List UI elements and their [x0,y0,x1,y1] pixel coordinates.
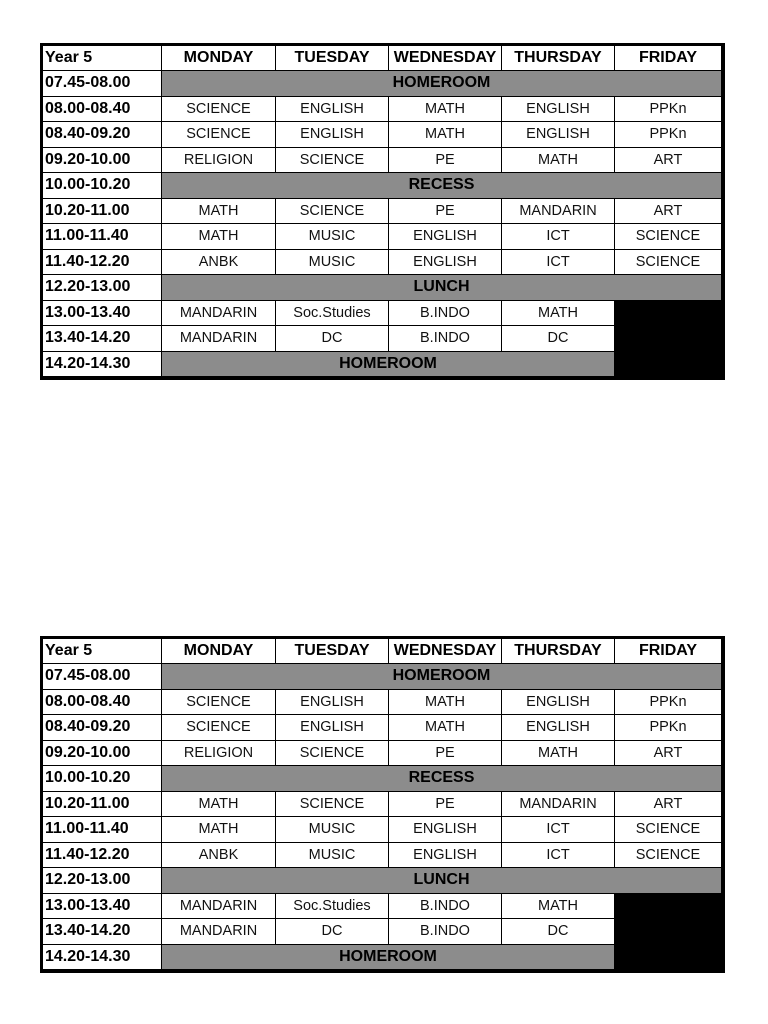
subject-cell: SCIENCE [162,715,275,740]
day-header-wednesday: WEDNESDAY [389,46,501,70]
time-slot: 09.20-10.00 [43,741,161,766]
subject-cell: MANDARIN [502,199,614,224]
subject-cell: PPKn [615,97,721,122]
subject-cell: MATH [389,122,501,147]
subject-cell: ENGLISH [276,715,388,740]
time-slot: 13.00-13.40 [43,894,161,919]
break-band: RECESS [162,766,721,791]
subject-cell: MANDARIN [162,326,275,351]
timetable-top [40,43,725,380]
subject-cell: MATH [389,715,501,740]
subject-cell: MATH [389,97,501,122]
time-slot: 07.45-08.00 [43,71,161,96]
subject-cell: SCIENCE [162,97,275,122]
time-slot: 10.20-11.00 [43,199,161,224]
subject-cell: SCIENCE [615,817,721,842]
friday-blank [615,301,722,327]
subject-cell: PE [389,792,501,817]
time-slot: 11.00-11.40 [43,817,161,842]
time-slot: 08.40-09.20 [43,122,161,147]
corner-label: Year 5 [43,639,161,663]
subject-cell: SCIENCE [276,199,388,224]
subject-cell: B.INDO [389,301,501,326]
friday-blank [615,326,722,352]
day-header-wednesday: WEDNESDAY [389,639,501,663]
subject-cell: MUSIC [276,224,388,249]
break-band: HOMEROOM [162,945,614,970]
subject-cell: RELIGION [162,148,275,173]
subject-cell: ENGLISH [389,224,501,249]
subject-cell: MATH [389,690,501,715]
subject-cell: DC [276,919,388,944]
subject-cell: DC [502,919,614,944]
subject-cell: B.INDO [389,919,501,944]
time-slot: 07.45-08.00 [43,664,161,689]
subject-cell: B.INDO [389,326,501,351]
subject-cell: MATH [502,301,614,326]
friday-blank [615,894,722,920]
subject-cell: SCIENCE [276,792,388,817]
day-header-tuesday: TUESDAY [276,639,388,663]
subject-cell: ART [615,741,721,766]
friday-blank [615,919,722,945]
subject-cell: MATH [502,741,614,766]
break-band: LUNCH [162,275,721,300]
subject-cell: SCIENCE [276,148,388,173]
time-slot: 14.20-14.30 [43,352,161,377]
time-slot: 13.00-13.40 [43,301,161,326]
time-slot: 13.40-14.20 [43,919,161,944]
time-slot: 11.40-12.20 [43,843,161,868]
day-header-friday: FRIDAY [615,639,721,663]
subject-cell: MUSIC [276,250,388,275]
subject-cell: ENGLISH [389,817,501,842]
subject-cell: Soc.Studies [276,894,388,919]
corner-label: Year 5 [43,46,161,70]
day-header-monday: MONDAY [162,639,275,663]
subject-cell: ENGLISH [502,122,614,147]
subject-cell: Soc.Studies [276,301,388,326]
subject-cell: ART [615,792,721,817]
subject-cell: MATH [162,224,275,249]
subject-cell: SCIENCE [162,690,275,715]
subject-cell: MUSIC [276,843,388,868]
subject-cell: MATH [162,817,275,842]
subject-cell: ENGLISH [276,97,388,122]
subject-cell: MATH [162,199,275,224]
subject-cell: MANDARIN [502,792,614,817]
day-header-tuesday: TUESDAY [276,46,388,70]
subject-cell: MATH [502,148,614,173]
subject-cell: ART [615,199,721,224]
day-header-thursday: THURSDAY [502,639,614,663]
subject-cell: ANBK [162,250,275,275]
break-band: LUNCH [162,868,721,893]
break-band: HOMEROOM [162,664,721,689]
subject-cell: MANDARIN [162,919,275,944]
time-slot: 09.20-10.00 [43,148,161,173]
time-slot: 08.00-08.40 [43,97,161,122]
timetable-bottom [40,636,725,973]
subject-cell: ENGLISH [389,250,501,275]
subject-cell: ART [615,148,721,173]
time-slot: 11.40-12.20 [43,250,161,275]
subject-cell: PE [389,741,501,766]
subject-cell: MANDARIN [162,301,275,326]
subject-cell: SCIENCE [615,224,721,249]
subject-cell: MANDARIN [162,894,275,919]
time-slot: 10.20-11.00 [43,792,161,817]
break-band: HOMEROOM [162,352,614,377]
subject-cell: ENGLISH [502,715,614,740]
subject-cell: PPKn [615,690,721,715]
subject-cell: ENGLISH [276,690,388,715]
subject-cell: SCIENCE [615,250,721,275]
subject-cell: SCIENCE [162,122,275,147]
subject-cell: ENGLISH [276,122,388,147]
day-header-friday: FRIDAY [615,46,721,70]
subject-cell: ICT [502,817,614,842]
time-slot: 08.40-09.20 [43,715,161,740]
subject-cell: PE [389,148,501,173]
subject-cell: DC [502,326,614,351]
subject-cell: PPKn [615,715,721,740]
subject-cell: ANBK [162,843,275,868]
time-slot: 10.00-10.20 [43,173,161,198]
subject-cell: SCIENCE [276,741,388,766]
subject-cell: ICT [502,250,614,275]
subject-cell: MATH [162,792,275,817]
time-slot: 14.20-14.30 [43,945,161,970]
subject-cell: ICT [502,843,614,868]
subject-cell: B.INDO [389,894,501,919]
friday-blank [615,945,722,971]
time-slot: 13.40-14.20 [43,326,161,351]
subject-cell: ICT [502,224,614,249]
subject-cell: MATH [502,894,614,919]
time-slot: 12.20-13.00 [43,868,161,893]
subject-cell: ENGLISH [502,690,614,715]
subject-cell: DC [276,326,388,351]
time-slot: 12.20-13.00 [43,275,161,300]
time-slot: 11.00-11.40 [43,224,161,249]
subject-cell: RELIGION [162,741,275,766]
subject-cell: ENGLISH [389,843,501,868]
day-header-thursday: THURSDAY [502,46,614,70]
time-slot: 10.00-10.20 [43,766,161,791]
subject-cell: PE [389,199,501,224]
time-slot: 08.00-08.40 [43,690,161,715]
friday-blank [615,352,722,378]
day-header-monday: MONDAY [162,46,275,70]
subject-cell: PPKn [615,122,721,147]
subject-cell: ENGLISH [502,97,614,122]
break-band: HOMEROOM [162,71,721,96]
subject-cell: SCIENCE [615,843,721,868]
break-band: RECESS [162,173,721,198]
subject-cell: MUSIC [276,817,388,842]
